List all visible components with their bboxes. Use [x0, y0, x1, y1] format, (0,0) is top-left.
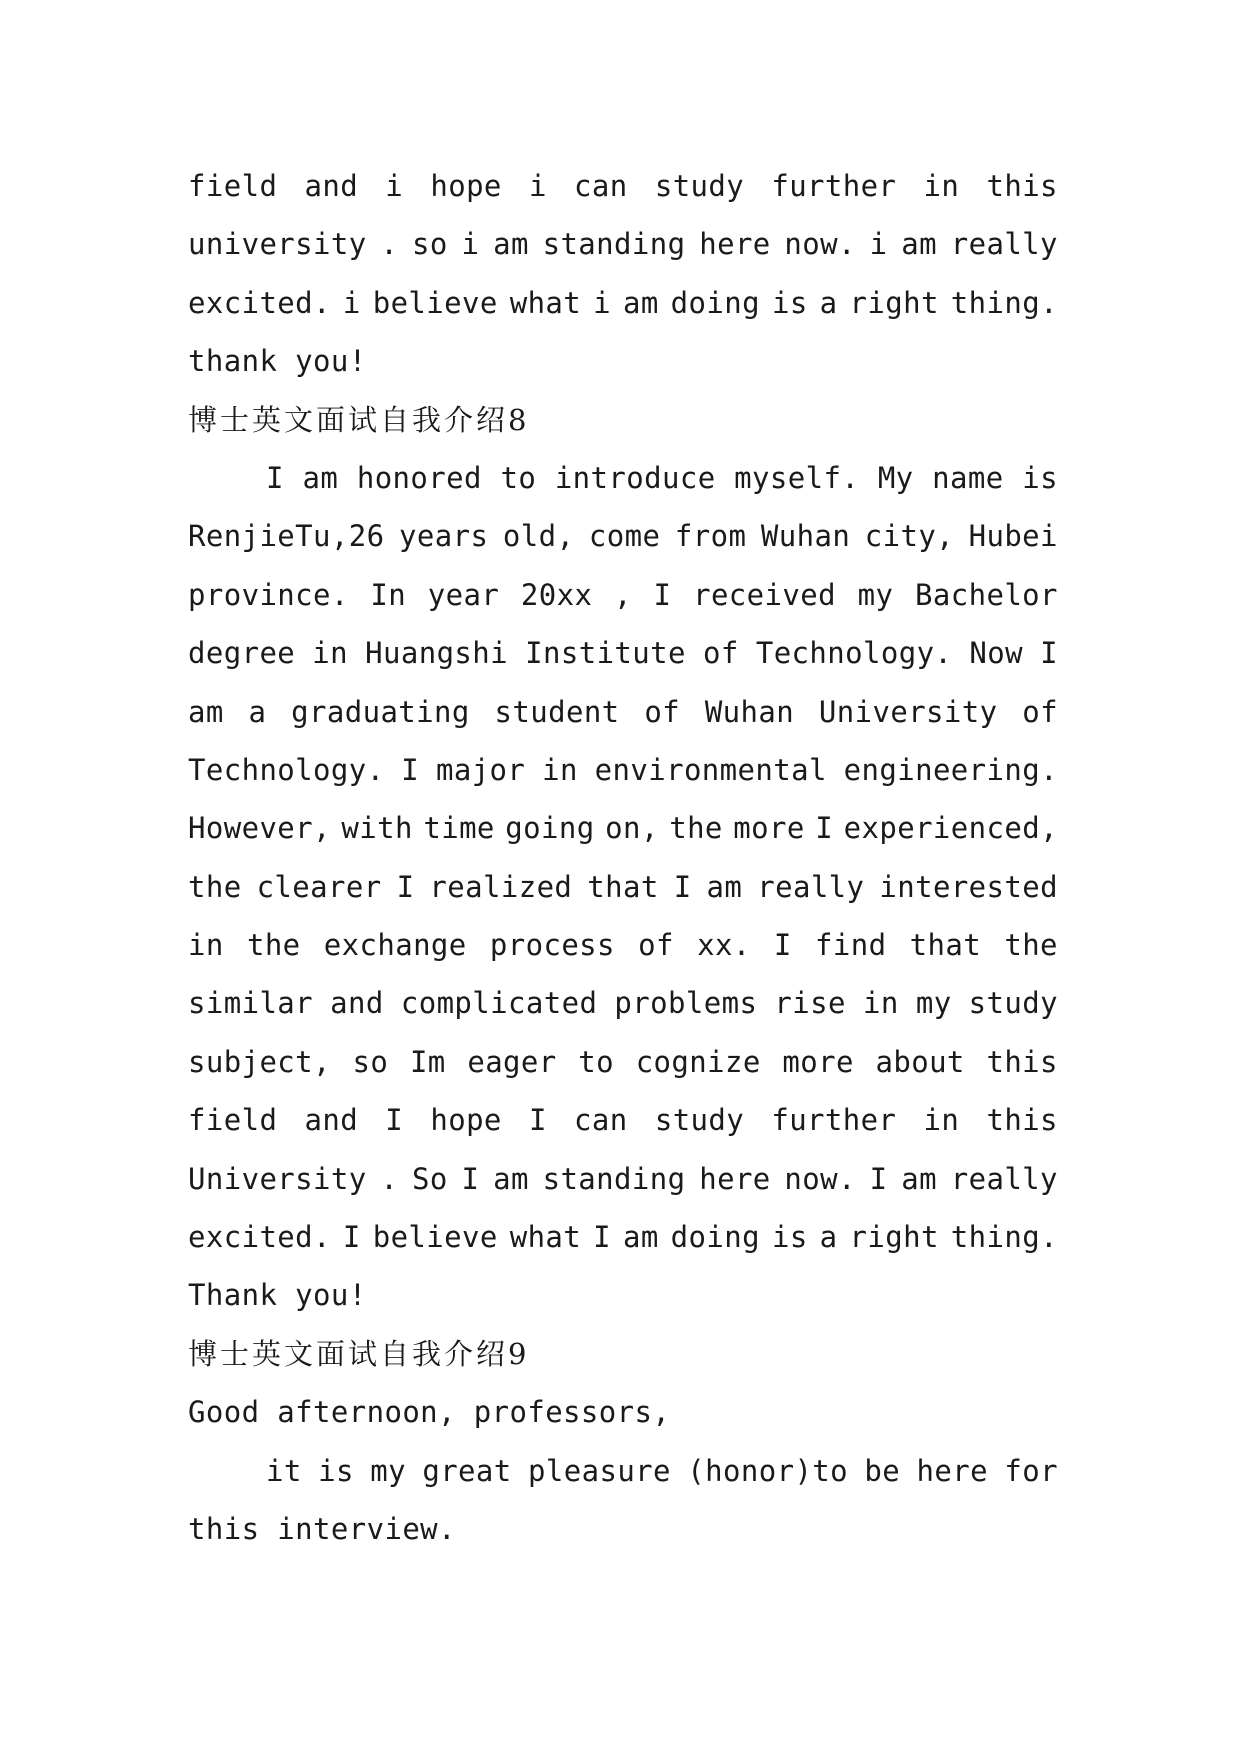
word: . — [380, 227, 399, 262]
word: I — [342, 1220, 361, 1255]
word: year — [427, 577, 500, 612]
section-heading-9: 博士英文面试自我介绍9 — [188, 1336, 530, 1371]
word: now. — [784, 227, 856, 262]
paragraph-line — [188, 624, 1058, 682]
word: the — [1004, 928, 1058, 963]
word: hope — [430, 1103, 502, 1138]
word: old, — [502, 519, 575, 554]
paragraph-line — [188, 1208, 1058, 1266]
word: experienced, — [843, 811, 1058, 846]
word: what — [509, 285, 582, 320]
word: realized — [429, 869, 573, 904]
word: really — [950, 1161, 1058, 1196]
word: really — [950, 227, 1058, 262]
word: be — [864, 1453, 901, 1488]
word: am — [901, 1161, 937, 1196]
word: in — [188, 928, 224, 963]
word: process — [489, 928, 615, 963]
word: to — [578, 1044, 615, 1079]
word: can — [574, 169, 628, 203]
word: am — [493, 227, 529, 262]
word: what — [509, 1220, 582, 1255]
word: thing. — [950, 285, 1058, 320]
word: believe — [372, 285, 498, 320]
word: province. — [188, 577, 349, 612]
word: believe — [372, 1220, 498, 1255]
word: so — [411, 227, 448, 262]
word: in — [923, 169, 960, 203]
word: I — [653, 577, 672, 612]
word: problems — [614, 986, 758, 1021]
word: it — [266, 1453, 302, 1488]
word: complicated — [400, 986, 598, 1021]
word: of — [644, 694, 681, 729]
word: is — [771, 285, 808, 320]
word: . — [380, 1161, 399, 1196]
paragraph-line — [188, 566, 1058, 624]
word: , — [614, 577, 632, 612]
word: great — [422, 1453, 512, 1488]
word: am — [622, 285, 659, 320]
word: i — [593, 285, 611, 320]
word: and — [304, 169, 359, 203]
word: years — [399, 519, 489, 554]
word: the — [188, 869, 242, 904]
word: I — [401, 752, 420, 787]
word: right — [849, 285, 939, 320]
word: a — [819, 285, 838, 320]
word: (honor)to — [687, 1453, 849, 1488]
word: similar — [188, 986, 314, 1021]
word: I — [593, 1220, 611, 1255]
word: Im — [409, 1044, 446, 1079]
paragraph-line — [188, 683, 1058, 741]
word: come — [588, 519, 661, 554]
word: study — [654, 169, 745, 203]
word: i — [461, 227, 480, 262]
word: is — [771, 1220, 808, 1255]
word: So — [411, 1161, 448, 1196]
word: eager — [467, 1044, 557, 1079]
word: now. — [784, 1161, 856, 1196]
word: study — [654, 1103, 745, 1138]
word: introduce — [554, 460, 716, 495]
word: am — [622, 1220, 659, 1255]
word: Bachelor — [915, 577, 1058, 612]
paragraph-line — [188, 215, 1058, 273]
word: I — [461, 1161, 480, 1196]
word: Now — [969, 636, 1023, 671]
word: I — [869, 1161, 888, 1196]
word: doing — [670, 285, 760, 320]
paragraph-line — [188, 1033, 1058, 1091]
word: thing. — [950, 1220, 1058, 1255]
word: I — [385, 1103, 404, 1138]
word: RenjieTu,26 — [188, 519, 385, 554]
paragraph-line — [188, 1091, 1058, 1149]
word: hope — [430, 169, 502, 203]
word: I — [1040, 636, 1058, 671]
paragraph-line: this interview. — [188, 1511, 456, 1546]
word: here — [699, 1161, 771, 1196]
word: cognize — [635, 1044, 761, 1079]
word: University — [188, 1161, 367, 1196]
paragraph-line — [188, 1150, 1058, 1208]
word: this — [986, 1044, 1058, 1079]
word: Institute — [525, 636, 686, 671]
word: am — [901, 227, 937, 262]
word: I — [673, 869, 692, 904]
word: of — [702, 636, 739, 671]
word: with — [341, 811, 413, 846]
word: Wuhan — [704, 694, 795, 729]
word: of — [1022, 694, 1058, 729]
paragraph-line — [188, 858, 1058, 916]
word: my — [857, 577, 894, 612]
word: major — [435, 752, 526, 787]
word: myself. — [734, 460, 860, 495]
section-heading-8: 博士英文面试自我介绍8 — [188, 402, 530, 437]
word: doing — [670, 1220, 760, 1255]
word: for — [1004, 1453, 1058, 1488]
word: i — [528, 169, 547, 203]
word: really — [757, 869, 865, 904]
word: am — [493, 1161, 529, 1196]
word: university — [188, 227, 367, 262]
word: my — [370, 1453, 406, 1488]
word: can — [574, 1103, 628, 1138]
word: environmental — [594, 752, 827, 787]
word: subject, — [188, 1044, 331, 1079]
word: from — [674, 519, 747, 554]
word: is — [318, 1453, 354, 1488]
word: Huangshi — [365, 636, 509, 671]
word: standing — [542, 227, 686, 262]
word: here — [699, 227, 771, 262]
word: graduating — [291, 694, 470, 729]
word: I — [815, 811, 834, 846]
word: xx. — [697, 928, 751, 963]
document-body — [188, 157, 1058, 1558]
word: 20xx — [520, 577, 593, 612]
word: clearer — [256, 869, 382, 904]
word: am — [188, 694, 224, 729]
word: going — [505, 811, 595, 846]
word: this — [986, 1103, 1058, 1138]
greeting-line: Good afternoon, professors, — [188, 1395, 671, 1430]
paragraph-line — [188, 799, 1058, 857]
word: is — [1022, 460, 1058, 495]
word: I — [773, 928, 792, 963]
word: city, — [864, 519, 955, 554]
word: field — [188, 1103, 278, 1138]
word: I — [266, 460, 284, 495]
word: a — [248, 694, 267, 729]
word: on, — [605, 811, 659, 846]
word: in — [312, 636, 349, 671]
word: However, — [188, 811, 331, 846]
word: Hubei — [968, 519, 1058, 554]
paragraph-line — [188, 741, 1058, 799]
word: the — [669, 811, 723, 846]
word: name — [932, 460, 1004, 495]
paragraph-line: thank you! — [188, 344, 367, 379]
paragraph-line — [188, 449, 1058, 507]
word: further — [771, 169, 897, 203]
word: here — [916, 1453, 988, 1488]
word: am — [706, 869, 743, 904]
word: to — [500, 460, 537, 495]
word: right — [849, 1220, 939, 1255]
word: in — [923, 1103, 960, 1138]
word: so — [352, 1044, 389, 1079]
paragraph-line — [188, 157, 1058, 215]
word: standing — [542, 1161, 686, 1196]
paragraph-line — [188, 916, 1058, 974]
word: of — [638, 928, 674, 963]
paragraph-line — [188, 274, 1058, 332]
word: study — [968, 986, 1058, 1021]
word: find — [814, 928, 887, 963]
paragraph-line — [188, 974, 1058, 1032]
word: I — [396, 869, 415, 904]
word: Technology. — [188, 752, 385, 787]
word: field — [188, 169, 278, 203]
word: student — [494, 694, 620, 729]
word: in — [862, 986, 899, 1021]
word: In — [370, 577, 407, 612]
paragraph-line: Thank you! — [188, 1278, 367, 1313]
word: University — [818, 694, 998, 729]
word: exchange — [323, 928, 467, 963]
word: rise — [774, 986, 846, 1021]
word: i — [342, 285, 361, 320]
word: engineering. — [843, 752, 1058, 787]
word: about — [875, 1044, 965, 1079]
word: am — [302, 460, 339, 495]
word: in — [542, 752, 578, 787]
word: a — [819, 1220, 838, 1255]
word: honored — [356, 460, 482, 495]
word: excited. — [188, 285, 331, 320]
word: My — [877, 460, 914, 495]
word: more — [782, 1044, 854, 1079]
word: and — [304, 1103, 359, 1138]
word: Technology. — [755, 636, 953, 671]
word: Wuhan — [760, 519, 851, 554]
word: interested — [879, 869, 1058, 904]
word: excited. — [188, 1220, 331, 1255]
word: I — [528, 1103, 547, 1138]
word: degree — [188, 636, 296, 671]
paragraph-line — [188, 507, 1058, 565]
word: my — [915, 986, 952, 1021]
word: that — [909, 928, 982, 963]
word: time — [423, 811, 495, 846]
word: and — [330, 986, 384, 1021]
word: pleasure — [528, 1453, 671, 1488]
paragraph-line — [188, 1442, 1058, 1500]
word: received — [693, 577, 836, 612]
word: the — [246, 928, 301, 963]
word: this — [986, 169, 1058, 203]
word: more — [733, 811, 805, 846]
word: further — [771, 1103, 897, 1138]
word: i — [385, 169, 404, 203]
word: that — [587, 869, 659, 904]
word: i — [869, 227, 888, 262]
